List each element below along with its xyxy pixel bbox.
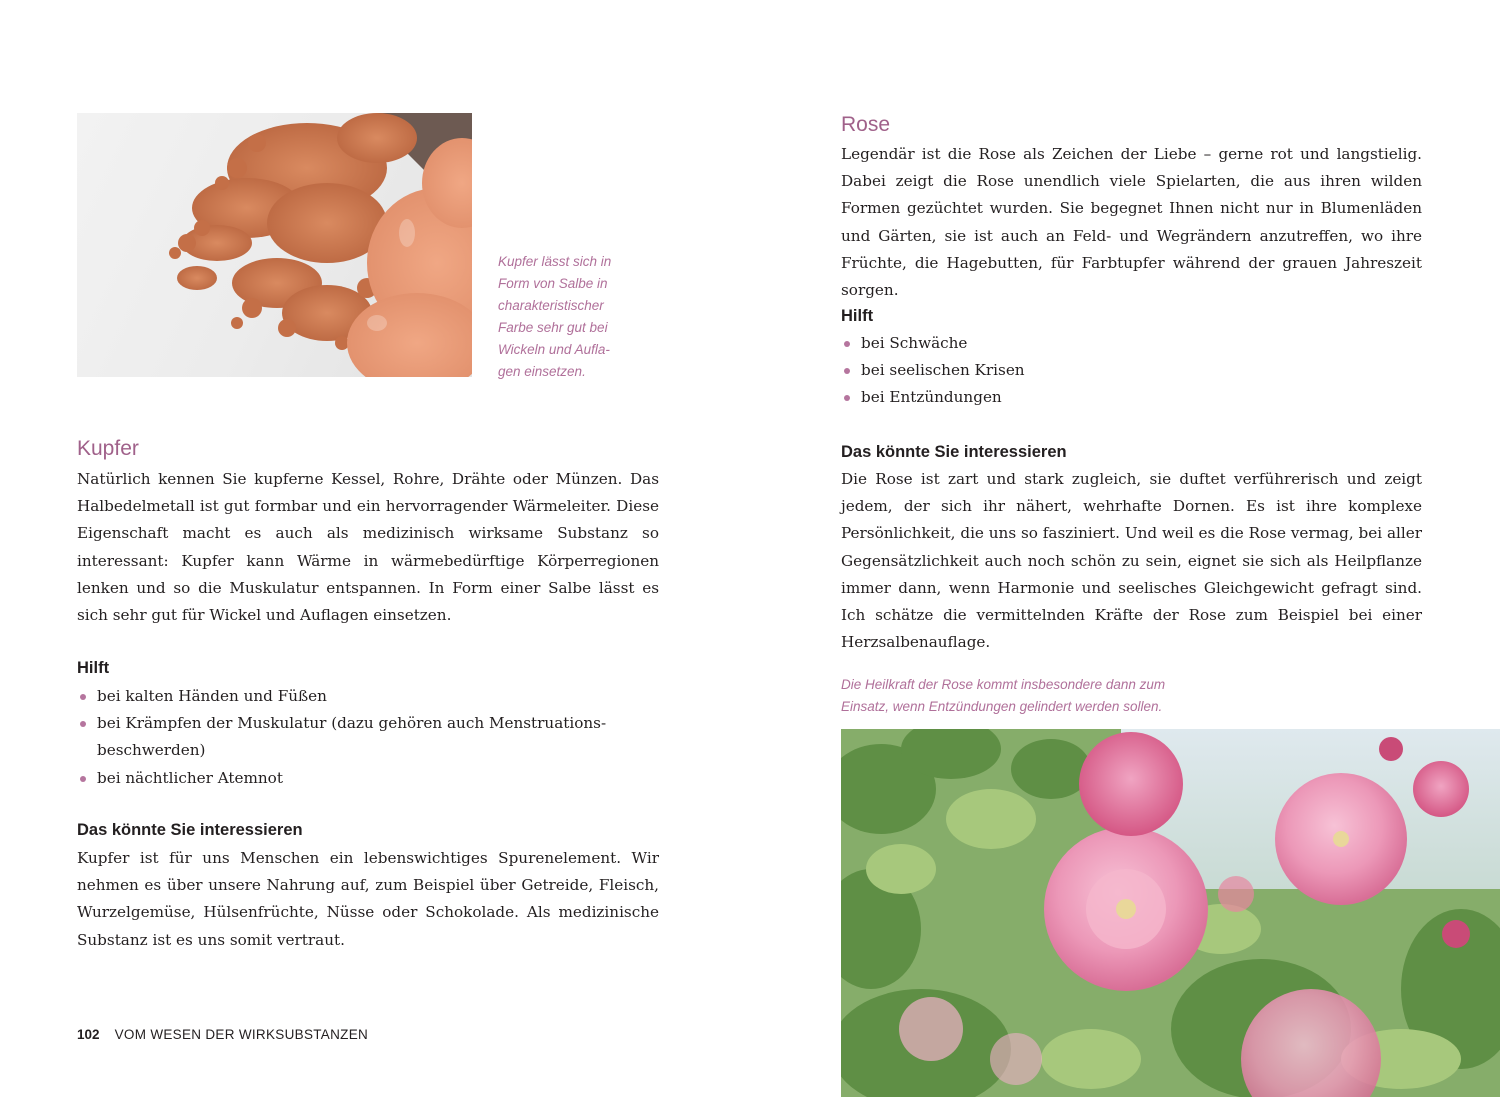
caption-line: Die Heilkraft der Rose kommt insbesondere dann zum	[841, 677, 1166, 692]
kupfer-interest-heading: Das könnte Sie interessieren	[77, 821, 303, 839]
copper-crystal-image	[77, 113, 472, 377]
rose-helps-list	[841, 330, 1401, 412]
caption-line: Farbe sehr gut bei	[498, 320, 608, 335]
rose-caption	[841, 674, 1261, 718]
list-item: bei Schwäche	[841, 330, 1401, 357]
list-item: bei Krämpfen der Muskulatur (dazu gehören auch Menstruations-beschwerden)	[77, 710, 637, 764]
rose-interest-text: Die Rose ist zart und stark zugleich, sie duftet verführerisch und zeigt jedem, der sich ihr nähert, wehrhafte Dornen. Es ist ihre komplexe Persönlichkeit, die uns so fasziniert. Und weil es die Rose vermag, bei aller Gegensätzlichkeit auch noch schön zu sein, eignet sie sich als Heilpflanze immer dann, wenn Harmonie und seelisches Gleichgewicht gefragt sind. Ich schätze die vermittelnden Kräfte der Rose zum Beispiel bei einer Herzsalbenauflage.	[841, 470, 1422, 652]
kupfer-heading: Kupfer	[77, 437, 139, 460]
kupfer-interest-text: Kupfer ist für uns Menschen ein lebenswichtiges Spurenelement. Wir nehmen es über unsere Nahrung auf, zum Beispiel über Getreide, Fleisch, Wurzelgemüse, Hülsenfrüchte, Nüsse oder Schokolade. Als medizinische Substanz ist es uns somit vertraut.	[77, 849, 659, 949]
list-item: bei nächtlicher Atemnot	[77, 765, 637, 792]
list-item: bei seelischen Krisen	[841, 357, 1401, 384]
caption-line: Einsatz, wenn Entzündungen gelindert werden sollen.	[841, 699, 1163, 714]
kupfer-helps-list	[77, 683, 637, 792]
kupfer-intro: Natürlich kennen Sie kupferne Kessel, Rohre, Drähte oder Münzen. Das Halbedelmetall ist gut formbar und ein hervorragender Wärmeleiter. Diese Eigenschaft macht es auch als medizinisch wirksame Substanz so interessant: Kupfer kann Wärme in wärmebedürftige Körperregionen lenken und so die Muskulatur entspannen. In Form einer Salbe lässt es sich sehr gut für Wickel und Auflagen einsetzen.	[77, 470, 659, 625]
caption-line: charakteristischer	[498, 298, 604, 313]
kupfer-helps-heading: Hilft	[77, 659, 110, 677]
caption-line: Wickeln und Aufla-	[498, 342, 610, 357]
rose-intro: Legendär ist die Rose als Zeichen der Liebe – gerne rot und langstielig. Dabei zeigt die Rose unendlich viele Spielarten, die aus ihren wilden Formen gezüchtet wurden. Sie begegnet Ihnen nicht nur in Blumenläden und Gärten, sie ist auch an Feld- und Wegrändern anzutreffen, wo ihre Früchte, die Hagebutten, für Farbtupfer während der grauen Jahreszeit sorgen.	[841, 145, 1422, 300]
caption-line: Kupfer lässt sich in	[498, 254, 612, 269]
copper-caption	[498, 251, 658, 383]
caption-line: gen einsetzen.	[498, 364, 586, 379]
copper-photo	[77, 113, 472, 377]
rose-photo	[841, 729, 1500, 1097]
running-section-title: VOM WESEN DER WIRKSUBSTANZEN	[114, 1027, 369, 1042]
rose-heading: Rose	[841, 113, 891, 136]
page-footer	[77, 1024, 368, 1043]
page-number: 102	[77, 1027, 100, 1042]
pink-roses-image	[841, 729, 1500, 1097]
list-item: bei Entzündungen	[841, 384, 1401, 411]
caption-line: Form von Salbe in	[498, 276, 608, 291]
rose-interest-heading: Das könnte Sie interessieren	[841, 443, 1067, 461]
list-item: bei kalten Händen und Füßen	[77, 683, 637, 710]
rose-helps-heading: Hilft	[841, 307, 874, 325]
